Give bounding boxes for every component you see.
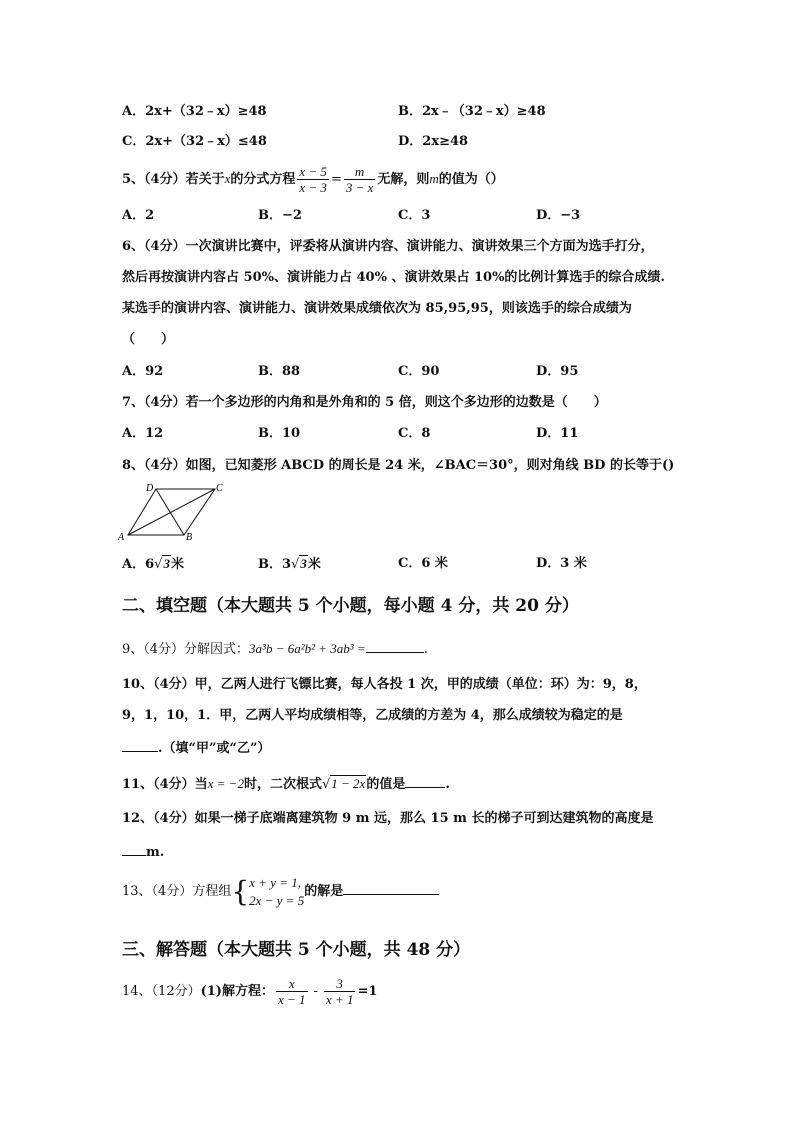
q9-prefix: 9、（4分）分解因式：	[122, 642, 250, 657]
q6-line-1: 6、（4分）一次演讲比赛中，评委将从演讲内容、演讲能力、演讲效果三个方面为选手打分，	[122, 239, 654, 254]
q5-var-m: m	[429, 171, 439, 186]
q13-equation-system: x + y = 1, 2x − y = 5	[249, 874, 305, 908]
q8-option-c: C．6 米	[398, 556, 448, 571]
q8-option-d: D．3 米	[536, 556, 587, 571]
section-2-heading: 二、填空题（本大题共 5 个小题，每小题 4 分，共 20 分）	[122, 596, 579, 616]
q13-stem: 13、（4分）方程组{ x + y = 1, 2x − y = 5 的解是	[122, 872, 439, 912]
q5-equals: =	[330, 172, 342, 187]
q6-line-4: （ ）	[122, 332, 175, 347]
diagonal-bd	[156, 489, 184, 535]
q9-answer-blank[interactable]	[366, 640, 424, 653]
q6-option-d: D．95	[536, 364, 579, 379]
vertex-d-label: D	[146, 483, 154, 494]
diagonal-ac	[128, 489, 215, 535]
q13-answer-blank[interactable]	[343, 882, 439, 895]
q5-fraction-right: $\frac{m}{3 - x}$	[345, 164, 374, 195]
q5-fraction-left: $\frac{x - 5}{x - 3}$	[299, 164, 327, 195]
q7-option-d: D．11	[536, 426, 579, 441]
q5-option-a: A．2	[122, 208, 155, 223]
q7-option-b: B．10	[258, 426, 301, 441]
q7-option-c: C．8	[398, 426, 431, 441]
q6-line-2: 然后再按演讲内容占 50%、演讲能力占 40% 、演讲效果占 10%的比例计算选手的综合成绩.	[122, 270, 665, 285]
q5-suffix-2: 的值为（）	[438, 172, 504, 187]
q14-fraction-1: $\frac{x}{x - 1}$	[277, 976, 306, 1007]
q5-stem	[122, 160, 504, 199]
q4-option-a: A．2x+（32﹣x）≥48	[122, 104, 267, 119]
q6-option-c: C．90	[398, 364, 440, 379]
q8-option-b: B．3√3米	[258, 556, 321, 572]
q11-condition: x = −2	[207, 776, 244, 791]
q6-option-a: A．92	[122, 364, 164, 379]
q5-mid-text: 的分式方程	[230, 172, 296, 187]
q13-brace: {	[231, 874, 250, 908]
q14-fraction-2: $\frac{3}{x + 1}$	[325, 976, 354, 1007]
q6-option-b: B．88	[258, 364, 301, 379]
section-3-heading: 三、解答题（本大题共 5 个小题，共 48 分）	[122, 940, 471, 960]
q7-stem: 7、（4分）若一个多边形的内角和是外角和的 5 倍，则这个多边形的边数是（ ）	[122, 395, 607, 410]
q5-var-x: x	[224, 171, 231, 186]
q12-line-2: m.	[122, 843, 164, 861]
q9-expression: 3a³b − 6a²b² + 3ab³ =	[249, 641, 366, 656]
q14-part-1: (1)解方程：	[200, 984, 274, 999]
q8-stem: 8、（4分）如图，已知菱形 ABCD 的周长是 24 米，∠BAC＝30°，则对角线 BD 的长等于()	[122, 458, 675, 473]
q9-stem: 9、（4分）分解因式：3a³b − 6a²b² + 3ab³ = .	[122, 641, 428, 657]
q10-answer-blank[interactable]	[122, 739, 158, 752]
q11-stem: 11、（4分）当x = −2时，二次根式√1 − 2x的值是 .	[122, 776, 450, 792]
q4-option-b: B．2x﹣（32﹣x）≥48	[398, 104, 546, 119]
q11-radicand: 1 − 2x	[331, 776, 366, 791]
q4-option-d: D．2x≥48	[398, 134, 469, 149]
rhombus-figure	[118, 480, 228, 542]
q5-suffix-1: 无解，则	[377, 172, 430, 187]
q5-option-b: B．−2	[258, 208, 302, 223]
q7-option-a: A．12	[122, 426, 164, 441]
q14-stem: 14、（12分）(1)解方程： $\frac{x}{x - 1}$ - $\frac{3}{x + 1}$ =1	[122, 976, 378, 1007]
q5-prefix: 5、（4分）若关于	[122, 172, 225, 187]
q12-line-1: 12、（4分）如果一梯子底端离建筑物 9 m 远，那么 15 m 长的梯子可到达建筑物的高度是	[122, 811, 654, 826]
q6-line-3: 某选手的演讲内容、演讲能力、演讲效果成绩依次为 85,95,95，则该选手的综合成绩为	[122, 301, 632, 316]
q4-option-c: C．2x+（32﹣x）≤48	[122, 134, 267, 149]
vertex-c-label: C	[216, 483, 223, 494]
q8-option-a: A．6√3米	[122, 556, 184, 572]
vertex-a-label: A	[118, 532, 125, 542]
q5-option-d: D．−3	[536, 208, 581, 223]
q10-line-1: 10、（4分）甲，乙两人进行飞镖比赛，每人各投 1 次，甲的成绩（单位：环）为：9，8，	[122, 677, 647, 692]
q11-answer-blank[interactable]	[405, 775, 445, 788]
q5-option-c: C．3	[398, 208, 431, 223]
q10-line-3: .（填“甲”或“乙”）	[122, 739, 270, 757]
q12-answer-blank[interactable]	[122, 843, 146, 856]
q10-line-2: 9，1，10，1．甲，乙两人平均成绩相等，乙成绩的方差为 4，那么成绩较为稳定的是	[122, 708, 623, 723]
vertex-b-label: B	[186, 532, 193, 542]
